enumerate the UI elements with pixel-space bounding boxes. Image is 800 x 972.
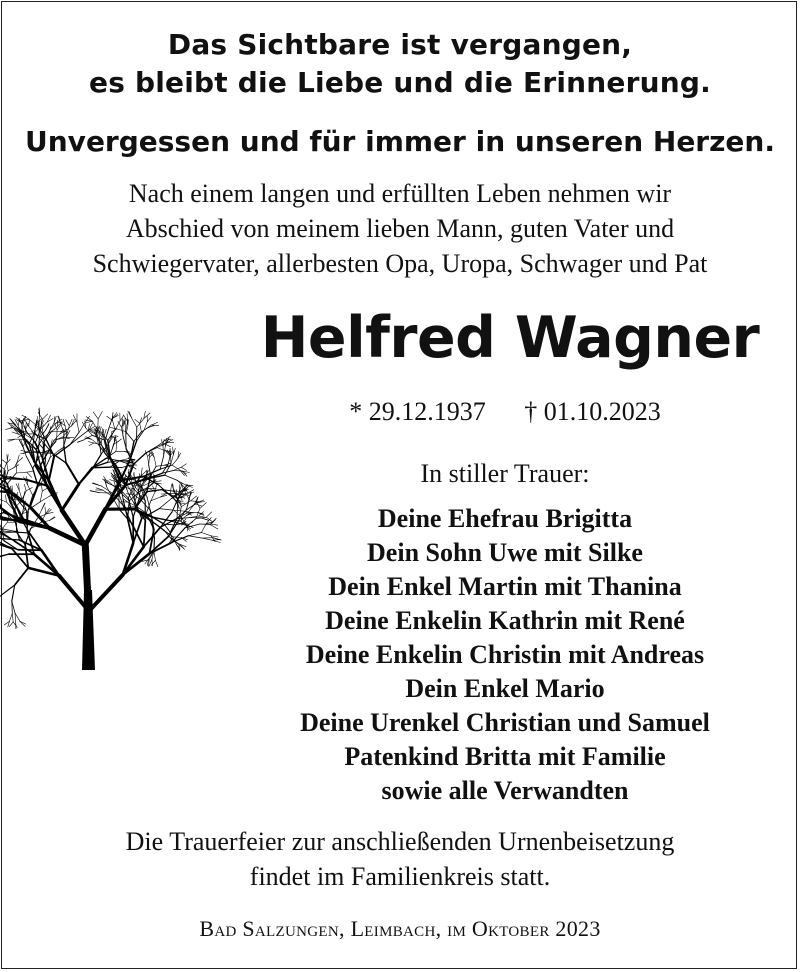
motto-line-2: es bleibt die Liebe und die Erinnerung. bbox=[89, 66, 711, 99]
mourner-item: Dein Enkel Mario bbox=[405, 674, 605, 703]
mourners-list bbox=[240, 502, 770, 808]
mourner-item: Deine Enkelin Christin mit Andreas bbox=[305, 640, 705, 669]
intro-line-2: Abschied von meinem lieben Mann, guten Vater und bbox=[125, 214, 675, 243]
motto-block bbox=[0, 26, 800, 102]
mourner-item: Deine Enkelin Kathrin mit René bbox=[325, 606, 685, 635]
intro-text bbox=[0, 176, 800, 281]
mourner-item: Patenkind Britta mit Familie bbox=[344, 742, 666, 771]
mourner-item: Dein Enkel Martin mit Thanina bbox=[328, 572, 682, 601]
ceremony-notice bbox=[0, 824, 800, 894]
mourners-heading: In stiller Trauer: bbox=[420, 459, 590, 488]
death-date: † 01.10.2023 bbox=[524, 397, 661, 426]
motto-line-3: Unvergessen und für immer in unseren Herzen. bbox=[25, 125, 775, 158]
mourner-item: Dein Sohn Uwe mit Silke bbox=[367, 538, 643, 567]
motto-line-1: Das Sichtbare ist vergangen, bbox=[167, 28, 633, 61]
tree-silhouette-image bbox=[0, 360, 262, 670]
life-dates bbox=[310, 394, 700, 430]
notice-line-1: Die Trauerfeier zur anschließenden Urnenbeisetzung bbox=[125, 827, 675, 856]
deceased-name: Helfred Wagner bbox=[260, 305, 760, 371]
mourner-item: sowie alle Verwandten bbox=[381, 776, 629, 805]
birth-date: * 29.12.1937 bbox=[349, 397, 486, 426]
intro-line-1: Nach einem langen und erfüllten Leben nehmen wir bbox=[128, 179, 672, 208]
mourner-item: Deine Urenkel Christian und Samuel bbox=[300, 708, 710, 737]
intro-line-3: Schwiegervater, allerbesten Opa, Uropa, Schwager und Pat bbox=[92, 249, 708, 278]
notice-line-2: findet im Familienkreis statt. bbox=[249, 862, 551, 891]
place-and-date: Bad Salzungen, Leimbach, im Oktober 2023 bbox=[199, 916, 601, 941]
mourner-item: Deine Ehefrau Brigitta bbox=[377, 504, 633, 533]
